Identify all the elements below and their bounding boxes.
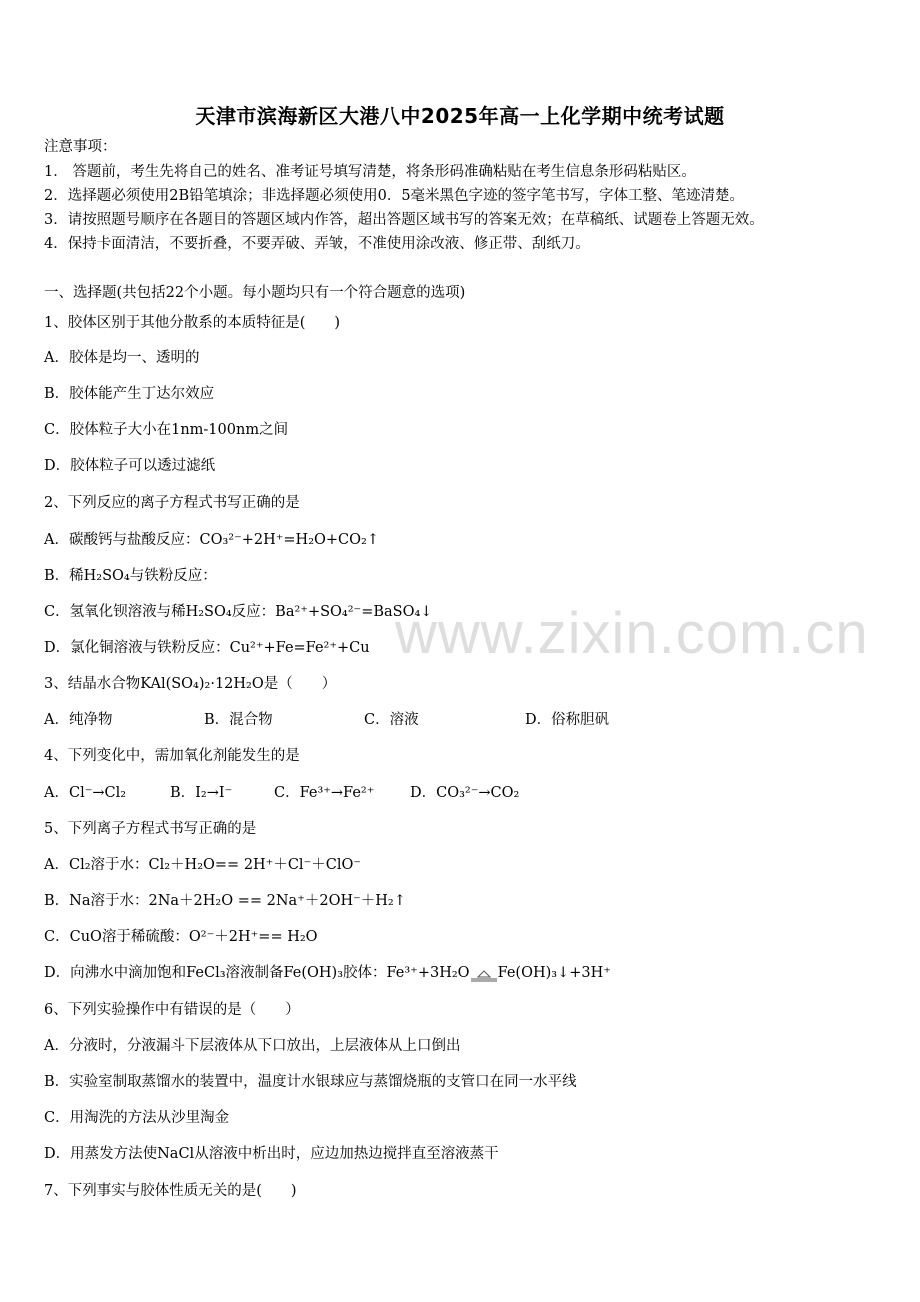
q6-option-d[interactable]: D．用蒸发方法使NaCl从溶液中析出时，应边加热边搅拌直至溶液蒸干 [44,1146,499,1162]
q4-stem: 4、下列变化中，需加氧化剂能发生的是 [44,748,300,764]
q4-option-a[interactable]: A．Cl⁻→Cl₂ [44,785,127,801]
q5-option-b[interactable]: B．Na溶于水：2Na＋2H₂O == 2Na⁺＋2OH⁻＋H₂↑ [44,893,406,909]
q5-option-c[interactable]: C．CuO溶于稀硫酸：O²⁻＋2H⁺== H₂O [44,929,318,945]
watermark: www.zixin.com.cn [395,601,869,666]
q2-option-b[interactable]: B．稀H₂SO₄与铁粉反应： [44,568,217,584]
q4-option-b[interactable]: B．I₂→I⁻ [170,785,233,801]
q1-option-b[interactable]: B．胶体能产生丁达尔效应 [44,386,215,402]
q1-option-d[interactable]: D．胶体粒子可以透过滤纸 [44,458,216,474]
heating-triangle-icon [470,963,498,983]
page-title: 天津市滨海新区大港八中2025年高一上化学期中统考试题 [195,104,725,128]
q6-option-b[interactable]: B．实验室制取蒸馏水的装置中，温度计水银球应与蒸馏烧瓶的支管口在同一水平线 [44,1074,577,1090]
q7-stem: 7、下列事实与胶体性质无关的是( ) [44,1183,297,1199]
q3-option-d[interactable]: D．俗称胆矾 [525,712,610,728]
q2-option-a[interactable]: A．碳酸钙与盐酸反应：CO₃²⁻+2H⁺=H₂O+CO₂↑ [44,532,379,548]
q5-option-d-right: Fe(OH)₃↓+3H⁺ [497,965,611,981]
q1-stem: 1、胶体区别于其他分散系的本质特征是( ) [44,315,341,331]
q4-option-c[interactable]: C．Fe³⁺→Fe²⁺ [274,785,375,801]
q5-option-d[interactable] [44,963,611,983]
q6-option-c[interactable]: C．用淘洗的方法从沙里淘金 [44,1110,230,1126]
q4-option-d[interactable]: D．CO₃²⁻→CO₂ [410,785,520,801]
q3-option-c[interactable]: C．溶液 [364,712,419,728]
q3-option-a[interactable]: A．纯净物 [44,712,113,728]
q4-options [44,783,844,803]
q5-option-a[interactable]: A．Cl₂溶于水：Cl₂＋H₂O== 2H⁺＋Cl⁻＋ClO⁻ [44,857,361,873]
q1-option-a[interactable]: A．胶体是均一、透明的 [44,350,200,366]
q5-stem: 5、下列离子方程式书写正确的是 [44,821,257,837]
q2-option-d[interactable]: D．氯化铜溶液与铁粉反应：Cu²⁺+Fe=Fe²⁺+Cu [44,640,370,656]
q1-option-c[interactable]: C．胶体粒子大小在1nm-100nm之间 [44,422,289,438]
q5-option-d-left: D．向沸水中滴加饱和FeCl₃溶液制备Fe(OH)₃胶体：Fe³⁺+3H₂O [44,965,470,981]
notice-item-3: 3．请按照题号顺序在各题目的答题区域内作答，超出答题区域书写的答案无效；在草稿纸、试题卷上答题无效。 [44,212,764,228]
q6-option-a[interactable]: A．分液时，分液漏斗下层液体从下口放出，上层液体从上口倒出 [44,1038,461,1054]
notice-item-2: 2．选择题必须使用2B铅笔填涂；非选择题必须使用0．5毫米黑色字迹的签字笔书写，字体工整、笔迹清楚。 [44,188,745,204]
q3-options [44,710,844,730]
q2-stem: 2、下列反应的离子方程式书写正确的是 [44,495,300,511]
section-heading: 一、选择题(共包括22个小题。每小题均只有一个符合题意的选项) [44,285,466,301]
q3-stem: 3、结晶水合物KAl(SO₄)₂·12H₂O是（ ） [44,676,337,692]
notice-item-1: 1． 答题前，考生先将自己的姓名、准考证号填写清楚，将条形码准确粘贴在考生信息条形码粘贴区。 [44,164,696,180]
notice-heading: 注意事项： [44,139,117,155]
q3-option-b[interactable]: B．混合物 [204,712,273,728]
notice-item-4: 4．保持卡面清洁，不要折叠，不要弄破、弄皱，不准使用涂改液、修正带、刮纸刀。 [44,236,590,252]
q6-stem: 6、下列实验操作中有错误的是（ ） [44,1002,300,1018]
q2-option-c[interactable]: C．氢氧化钡溶液与稀H₂SO₄反应：Ba²⁺+SO₄²⁻=BaSO₄↓ [44,604,433,620]
